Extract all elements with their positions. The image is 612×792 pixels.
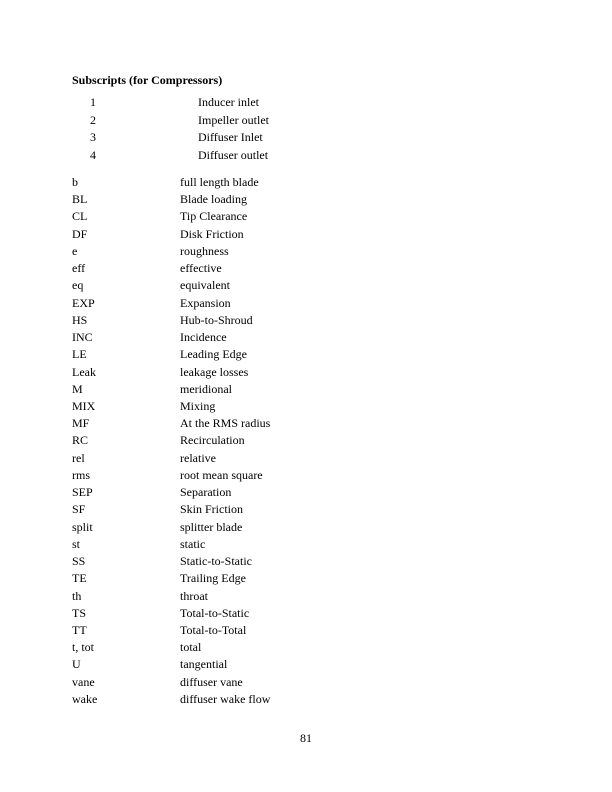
subscript-description: relative [180,450,216,465]
subscript-description: full length blade [180,175,259,189]
subscript-description: splitter blade [180,519,243,534]
subscript-description: Diffuser outlet [198,147,269,162]
subscript-key: eq [72,278,84,293]
subscript-key: 3 [90,130,96,145]
subscript-key: wake [72,691,98,706]
subscript-description: Trailing Edge [180,571,246,586]
subscript-key: EXP [72,295,95,310]
subscript-key: INC [72,330,93,345]
subscript-description: throat [180,588,208,603]
subscript-description: meridional [180,381,232,396]
subscript-key: SS [72,554,86,569]
subscript-key: MIX [72,398,96,413]
subscript-key: U [72,657,81,672]
subscript-key: e [72,243,78,258]
subscript-key: TE [72,571,87,586]
page-number: 81 [300,731,312,745]
subscript-key: Leak [72,364,96,379]
subscript-key: M [72,381,83,396]
subscript-key: st [72,536,81,551]
subscript-key: b [72,175,78,189]
subscript-description: roughness [180,243,229,258]
subscript-description: Tip Clearance [180,209,248,224]
subscript-description: Disk Friction [180,226,244,241]
section-heading: Subscripts (for Compressors) [72,73,223,87]
subscript-key: rms [72,467,90,482]
subscript-description: Skin Friction [180,502,244,517]
subscript-description: Leading Edge [180,347,247,362]
subscript-key: 2 [90,112,96,127]
subscript-key: eff [72,261,86,276]
subscript-description: root mean square [180,467,263,482]
subscript-description: equivalent [180,278,230,293]
subscript-description: diffuser vane [180,674,243,689]
subscript-description: effective [180,261,222,276]
subscript-key: 1 [90,95,96,109]
subscript-description: Diffuser Inlet [198,130,263,145]
subscript-description: Inducer inlet [198,95,259,109]
subscript-description: Hub-to-Shroud [180,312,253,327]
subscript-key: rel [72,450,85,465]
subscript-description: total [180,640,202,655]
subscript-key: SEP [72,485,93,500]
subscript-key: RC [72,433,89,448]
subscript-key: BL [72,192,88,207]
subscript-key: DF [72,226,88,241]
subscript-key: MF [72,416,90,431]
subscript-key: TT [72,622,87,637]
subscript-key: split [72,519,93,534]
subscript-key: HS [72,312,88,327]
subscript-key: SF [72,502,86,517]
subscript-description: tangential [180,657,228,672]
subscript-description: Recirculation [180,433,245,448]
subscript-description: Impeller outlet [198,112,269,127]
subscript-description: Mixing [180,398,216,413]
subscript-key: TS [72,605,87,620]
subscript-description: Separation [180,485,232,500]
subscript-description: static [180,536,206,551]
subscript-key: CL [72,209,88,224]
subscript-description: Static-to-Static [180,554,252,569]
subscript-description: leakage losses [180,364,249,379]
subscript-description: Expansion [180,295,231,310]
subscript-description: Blade loading [180,192,247,207]
subscript-description: At the RMS radius [180,416,271,431]
subscript-key: LE [72,347,87,362]
subscript-key: 4 [90,147,96,162]
subscript-description: Incidence [180,330,227,345]
subscript-description: Total-to-Total [180,622,247,637]
subscript-key: t, tot [72,640,95,655]
subscript-description: Total-to-Static [180,605,250,620]
subscript-description: diffuser wake flow [180,691,271,706]
subscript-key: vane [72,674,95,689]
subscript-key: th [72,588,82,603]
